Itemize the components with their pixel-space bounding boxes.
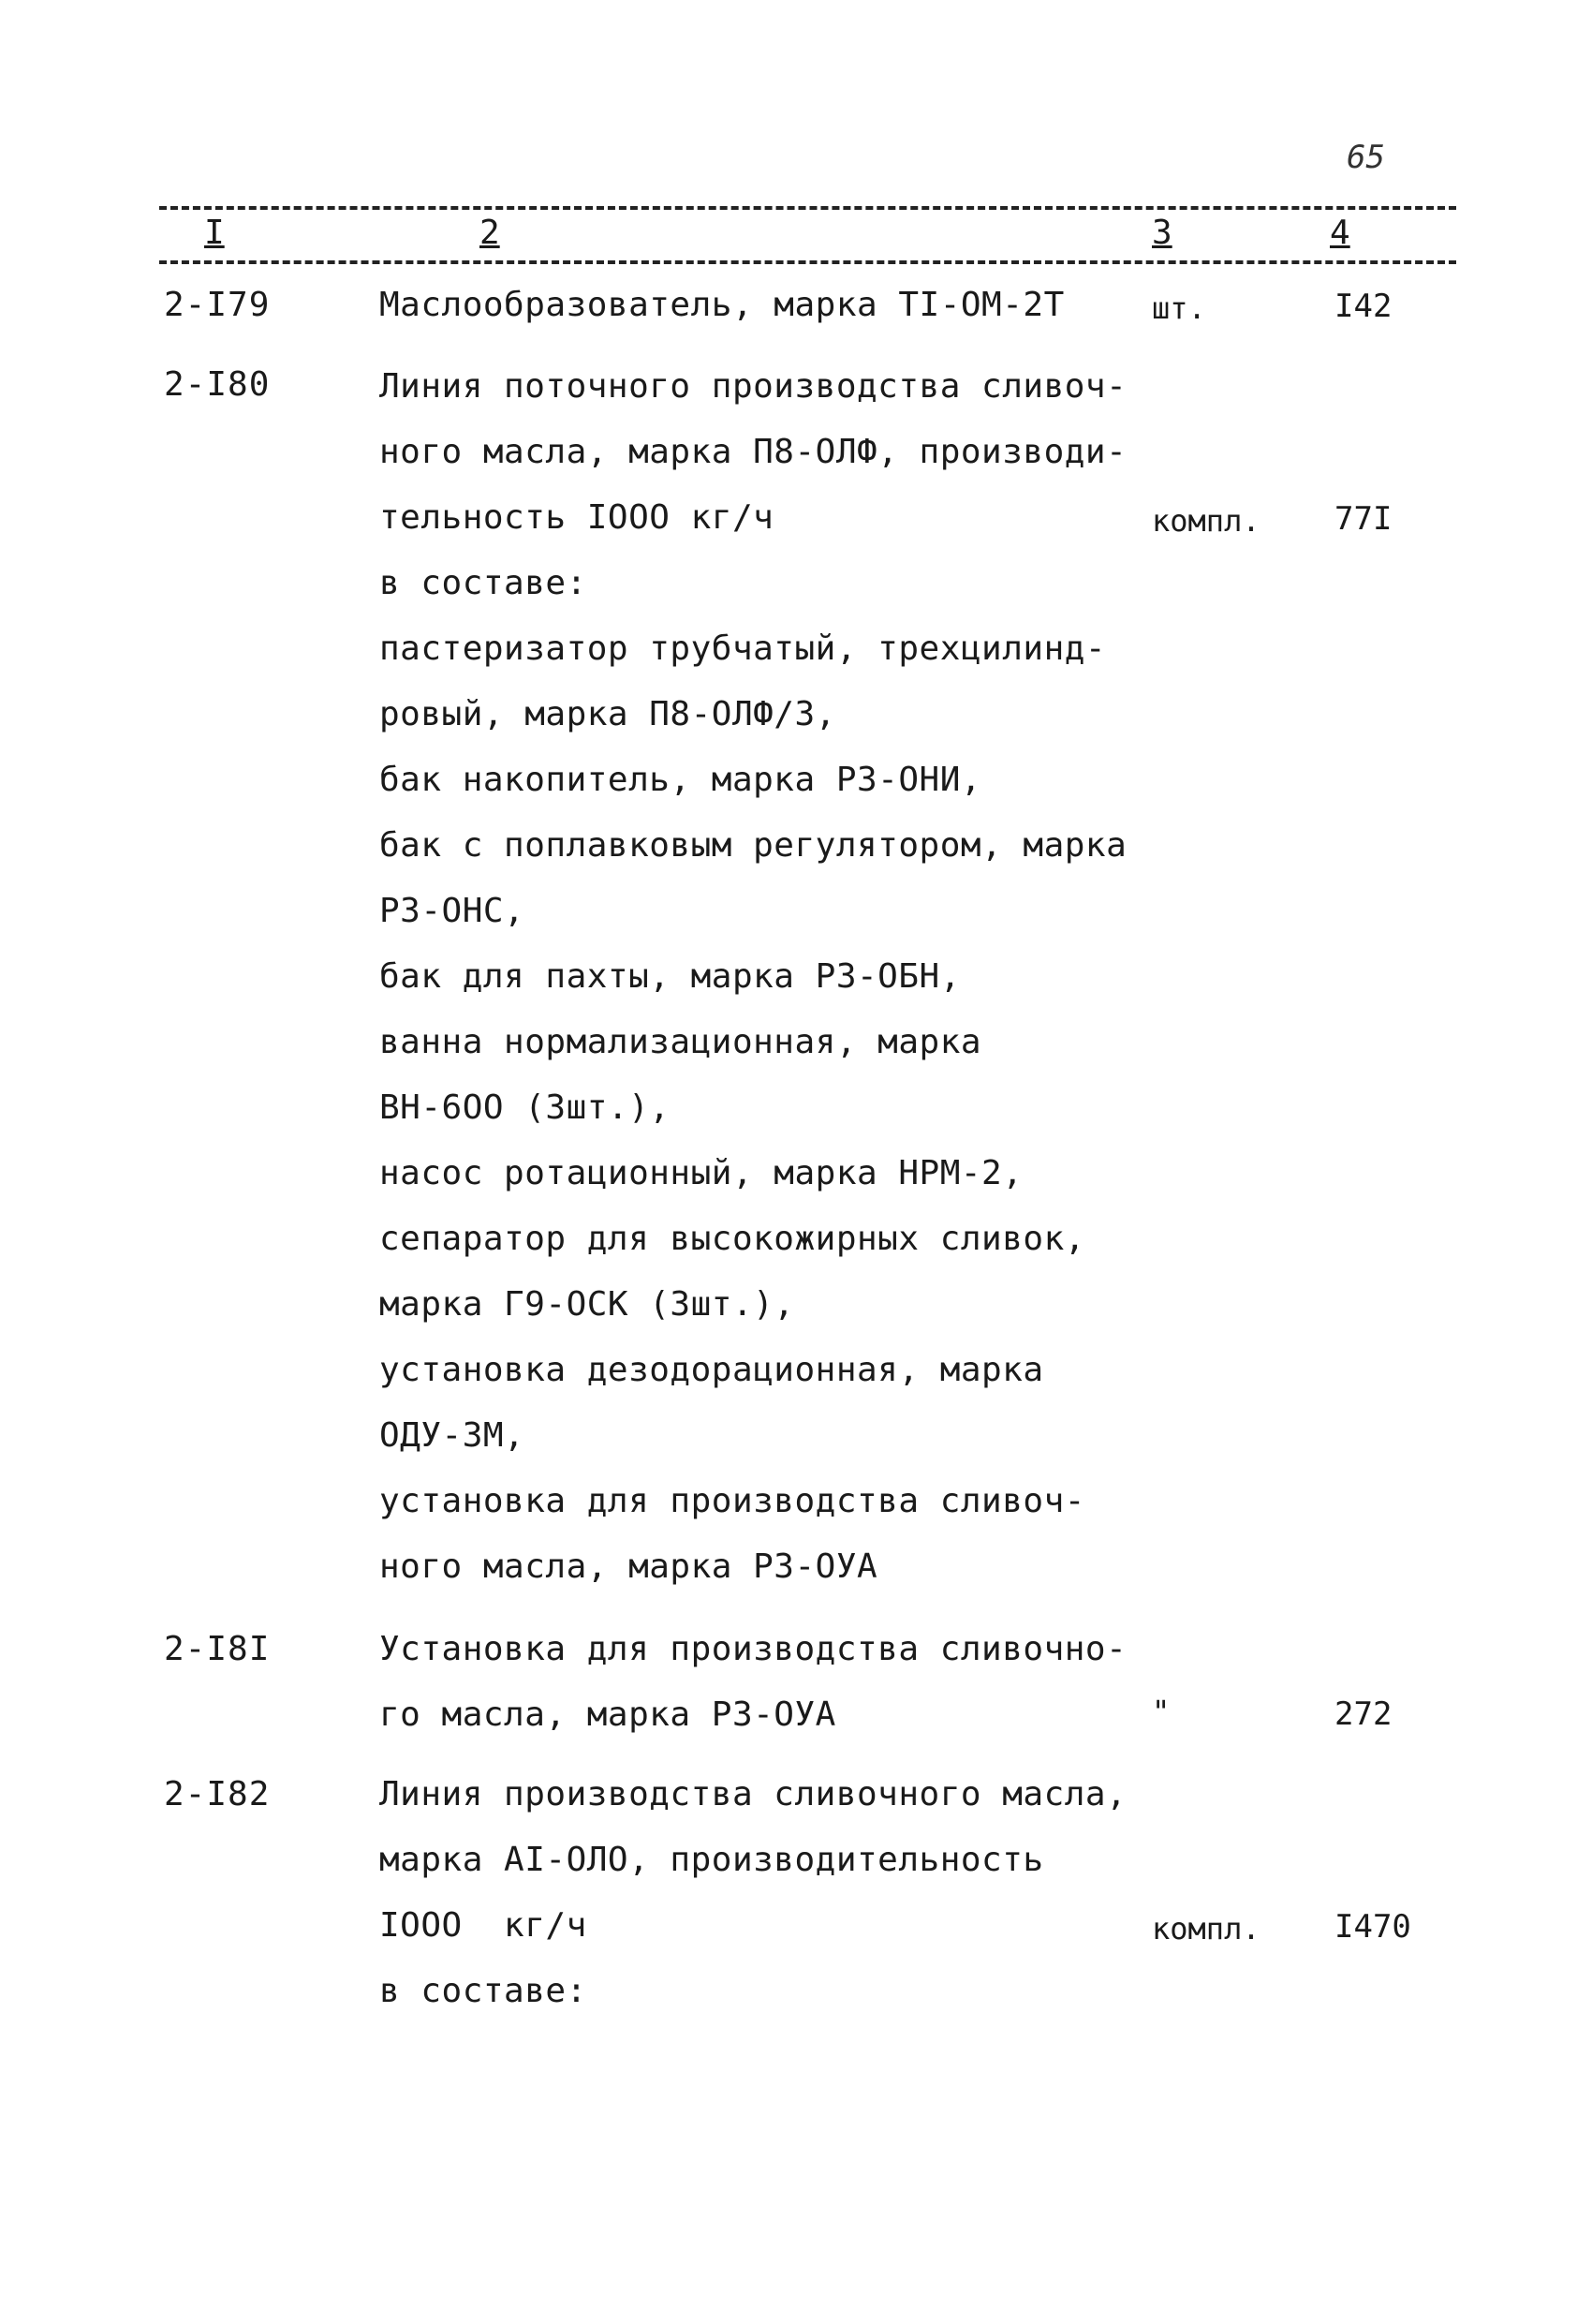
header-bottom-rule: [159, 260, 1456, 264]
row-quantity: I470: [1334, 1908, 1411, 1946]
row-text-line: сепаратор для высокожирных сливок,: [379, 1220, 1085, 1258]
row-text-line: марка Г9-ОСК (3шт.),: [379, 1285, 795, 1324]
row-text-line: бак накопитель, марка РЗ-ОНИ,: [379, 761, 982, 799]
row-text-line: Установка для производства сливочно-: [379, 1630, 1128, 1668]
row-text-line: марка АI-ОЛО, производительность: [379, 1841, 1044, 1879]
row-code: 2-I8I: [164, 1630, 271, 1668]
row-text-line: ВН-6ОО (3шт.),: [379, 1088, 671, 1127]
row-quantity: 77I: [1334, 500, 1393, 538]
row-text-line: насос ротационный, марка НРМ-2,: [379, 1154, 1024, 1192]
row-text-line: в составе:: [379, 564, 587, 602]
row-text-line: ОДУ-3М,: [379, 1416, 525, 1455]
row-text-line: ровый, марка П8-ОЛФ/3,: [379, 695, 836, 733]
row-text-line: го масла, марка РЗ-ОУА: [379, 1695, 836, 1734]
row-text-line: Линия поточного производства сливоч-: [379, 367, 1128, 406]
row-unit: шт.: [1152, 290, 1206, 326]
row-text-line: ного масла, марка П8-ОЛФ, производи-: [379, 433, 1128, 471]
header-top-rule: [159, 206, 1456, 210]
row-text-line: бак с поплавковым регулятором, марка: [379, 826, 1128, 865]
row-quantity: 272: [1334, 1695, 1393, 1733]
column-header-3: 3: [1152, 214, 1172, 252]
row-text-line: ного масла, марка РЗ-ОУА: [379, 1547, 878, 1586]
row-text-line: ванна нормализационная, марка: [379, 1023, 982, 1061]
row-code: 2-I80: [164, 365, 271, 404]
row-text-line: РЗ-ОНС,: [379, 892, 525, 930]
row-text-line: тельность IООО кг/ч: [379, 498, 774, 537]
row-text-line: установка для производства сливоч-: [379, 1482, 1085, 1520]
column-header-1: I: [204, 214, 225, 252]
row-code: 2-I79: [164, 286, 271, 324]
row-text-line: Линия производства сливочного масла,: [379, 1775, 1128, 1813]
page-number: 65: [1347, 139, 1385, 176]
row-text-line: пастеризатор трубчатый, трехцилинд-: [379, 629, 1107, 668]
row-text-line: IООО кг/ч: [379, 1906, 587, 1945]
row-unit: ": [1152, 1694, 1171, 1729]
row-quantity: I42: [1334, 288, 1393, 325]
row-text-line: бак для пахты, марка РЗ-ОБН,: [379, 957, 961, 996]
row-text-line: в составе:: [379, 1972, 587, 2010]
row-code: 2-I82: [164, 1775, 271, 1813]
row-unit: компл.: [1152, 1911, 1260, 1947]
row-unit: компл.: [1152, 503, 1260, 539]
row-text-line: установка дезодорационная, марка: [379, 1351, 1044, 1389]
row-text-line: Маслообразователь, марка ТI-ОМ-2Т: [379, 286, 1065, 324]
column-header-2: 2: [479, 214, 500, 252]
column-header-4: 4: [1330, 214, 1350, 252]
